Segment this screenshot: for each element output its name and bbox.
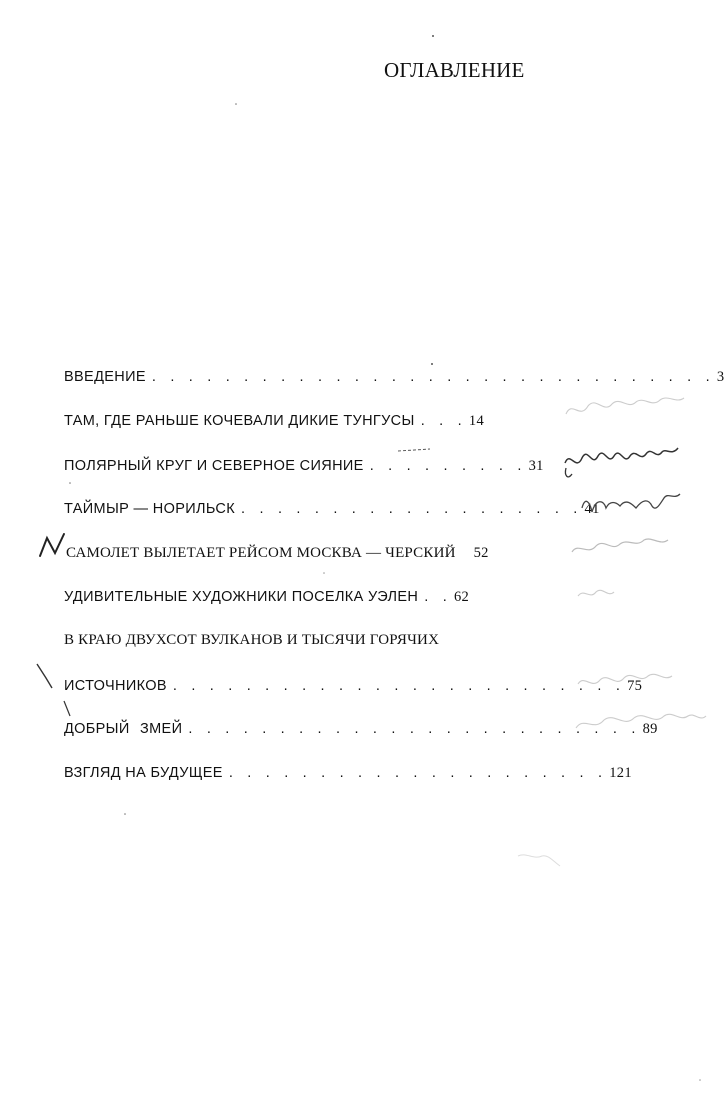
toc-entry-title: ТАЙМЫР — НОРИЛЬСК: [64, 501, 236, 517]
speck-icon: [323, 572, 325, 574]
toc-entry-title: САМОЛЕТ ВЫЛЕТАЕТ РЕЙСОМ МОСКВА — ЧЕРСКИЙ: [66, 545, 456, 561]
toc-page-number: 52: [473, 545, 489, 561]
check-mark-icon: [40, 534, 64, 556]
toc-entry-title: ВВЕДЕНИЕ: [64, 369, 146, 385]
toc-page-number: 62: [453, 589, 470, 605]
handwriting-icon: [565, 448, 678, 463]
toc-page-number: 41: [584, 501, 600, 517]
faint-handwriting-icon: [566, 398, 684, 414]
faint-handwriting-icon: [576, 714, 706, 728]
speck-icon: [431, 363, 433, 365]
faint-handwriting-icon: [518, 855, 560, 866]
handwriting-icon: [565, 468, 572, 477]
speck-icon: [235, 103, 237, 105]
toc-leader-dots: . . . . . . . . . . . . . . . . . . . . . . . . . . . . . . .: [151, 369, 715, 385]
speck-icon: [69, 482, 71, 484]
faint-handwriting-icon: [578, 590, 614, 596]
toc-page-number: 75: [627, 678, 643, 694]
toc-page-number: 14: [468, 413, 485, 429]
toc-leader-dots: . . . . . . . . .: [369, 458, 527, 474]
speck-icon: [124, 813, 126, 815]
toc-entry-title: ДОБРЫЙ ЗМЕЙ: [64, 721, 183, 737]
pencil-stroke-icon: [64, 701, 70, 716]
handwriting-icon: [582, 494, 680, 512]
toc-page-number: 31: [528, 458, 544, 474]
toc-entry-title: ИСТОЧНИКОВ: [64, 678, 167, 694]
toc-entry-title: ПОЛЯРНЫЙ КРУГ И СЕВЕРНОЕ СИЯНИЕ: [64, 458, 364, 474]
pencil-stroke-icon: [398, 449, 430, 451]
toc-entry-title: ТАМ, ГДЕ РАНЬШЕ КОЧЕВАЛИ ДИКИЕ ТУНГУСЫ: [64, 413, 415, 429]
page-title: ОГЛАВЛЕНИЕ: [384, 58, 525, 82]
toc-leader-dots: . . . . . . . . . . . . . . . . . . . . . . . . .: [172, 678, 626, 694]
toc-leader-dots: . . . . . . . . . . . . . . . . . . .: [241, 501, 583, 517]
speck-icon: [699, 1079, 701, 1081]
pencil-stroke-icon: [37, 664, 52, 688]
toc-leader-dots: . . .: [420, 413, 467, 429]
toc-leader-dots: . . . . . . . . . . . . . . . . . . . . .: [228, 765, 608, 781]
toc-entry-title: ВЗГЛЯД НА БУДУЩЕЕ: [64, 765, 223, 781]
toc-page-number: 89: [642, 721, 658, 737]
toc-leader-dots: . .: [424, 589, 452, 605]
toc-page-number: 121: [609, 765, 633, 781]
toc-entry-title: УДИВИТЕЛЬНЫЕ ХУДОЖНИКИ ПОСЕЛКА УЭЛЕН: [64, 589, 419, 605]
toc-page-number: 3: [716, 369, 724, 385]
speck-icon: [432, 35, 434, 37]
faint-handwriting-icon: [578, 674, 672, 684]
toc-leader-dots: . . . . . . . . . . . . . . . . . . . . . . . . .: [188, 721, 641, 737]
faint-handwriting-icon: [572, 539, 668, 552]
toc-entry-title: В КРАЮ ДВУХСОТ ВУЛКАНОВ И ТЫСЯЧИ ГОРЯЧИХ: [64, 632, 440, 648]
